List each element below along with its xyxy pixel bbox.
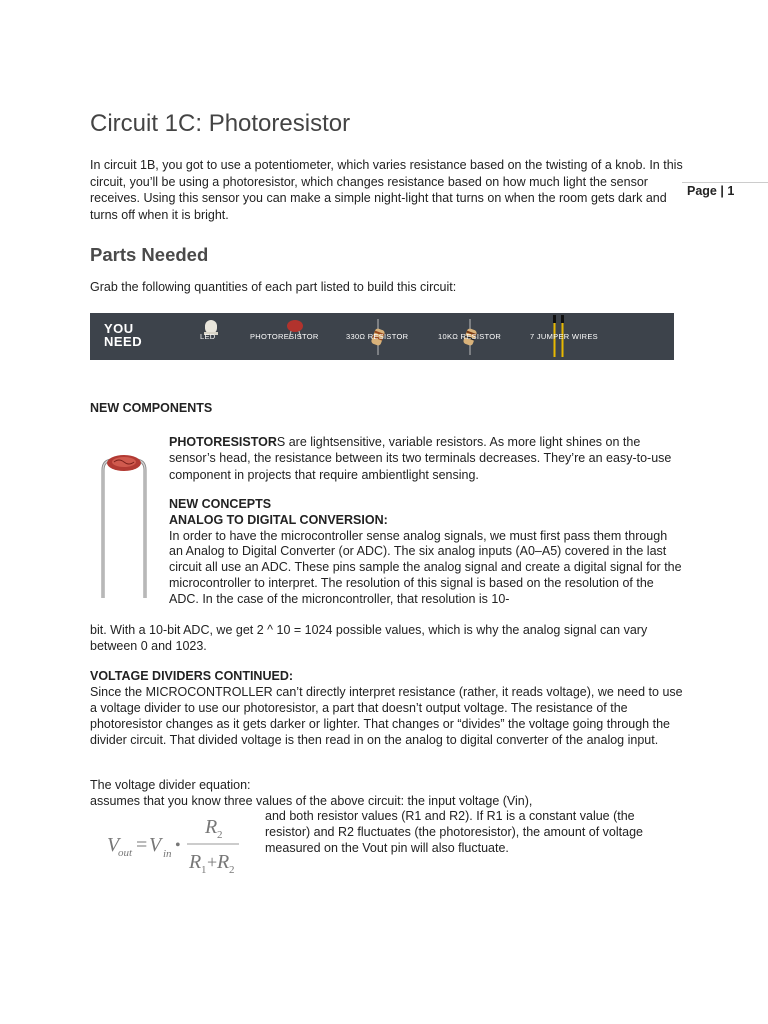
parts-instruction: Grab the following quantities of each part listed to build this circuit: (90, 280, 457, 294)
svg-text:V: V (149, 834, 162, 856)
svg-text:V: V (107, 834, 120, 856)
new-concepts-heading: NEW CONCEPTS (169, 497, 272, 511)
banner-item-10k-resistor: 10KΩ RESISTOR (438, 332, 502, 341)
equation-label: The voltage divider equation: (90, 778, 251, 792)
equation-intro (90, 778, 686, 810)
voltage-divider-formula (105, 813, 255, 879)
svg-text:2: 2 (217, 829, 223, 841)
svg-text:R: R (217, 851, 230, 873)
you-need-label: YOU NEED (104, 321, 143, 349)
adc-continued-paragraph: bit. With a 10-bit ADC, we get 2 ^ 10 = 1024 possible values, which is why the analog signal can vary between 0 and 1023. (90, 623, 648, 653)
equation-side-text: and both resistor values (R1 and R2). If R1 is a constant value (the resistor) and R2 fluctuates (the photoresistor), the amount of voltage measured on the Vout pin will also fluctuate. (265, 809, 643, 855)
svg-text:R: R (205, 816, 218, 838)
photoresistor-illustration (93, 448, 155, 598)
page-title: Circuit 1C: Photoresistor (90, 110, 351, 137)
new-components-heading: NEW COMPONENTS (90, 401, 213, 415)
voltage-dividers-paragraph: Since the MICROCONTROLLER can’t directly interpret resistance (rather, it reads voltage), we need to use a voltage divider to use our photoresistor, a part that doesn’t output voltage. The resistance of the photoresistor changes as it gets darker or lighter. That changes or “divides” the voltage going through the divider circuit. That divided voltage is then read in on the analog to digital converter of the analog input. (90, 685, 683, 747)
svg-text:=: = (136, 834, 148, 856)
voltage-dividers-heading: VOLTAGE DIVIDERS CONTINUED: (90, 669, 294, 683)
svg-text:in: in (163, 848, 172, 860)
intro-paragraph: In circuit 1B, you got to use a potentiometer, which varies resistance based on the twisting of a knob. In this circuit, you’ll be using a photoresistor, which changes resistance based on how much light the sensor receives. Using this sensor you can make a simple night-light that turns on when the room gets dark and turns off when it is bright. (90, 158, 683, 222)
photoresistor-description: PHOTORESISTORS are lightsensitive, variable resistors. As more light shines on the sensor’s head, the resistance between its two terminals decreases. They’re an easy-to-use component in projects that require ambientlight sensing. (169, 435, 672, 482)
new-concepts-section (169, 497, 682, 608)
adc-paragraph: In order to have the microcontroller sense analog signals, we must first pass them through an Analog to Digital Converter (or ADC). The six analog inputs (A0–A5) covered in the last circuit all use an ADC. These pins sample the analog signal and create a digital signal for the microcontroller to interpret. The resolution of this signal is based on the resolution of the ADC. In the case of the microncontroller, that resolution is 10- (169, 528, 682, 606)
svg-text:1: 1 (201, 864, 207, 876)
svg-text:•: • (175, 837, 181, 854)
banner-item-photoresistor: PHOTORESISTOR (250, 332, 319, 341)
svg-text:R: R (189, 851, 202, 873)
voltage-dividers-section (90, 668, 686, 748)
page-number: Page | 1 (687, 184, 735, 198)
banner-item-led: LED (200, 332, 216, 341)
page-number-divider (682, 182, 768, 183)
you-need-banner (90, 313, 674, 360)
banner-item-jumper-wires: 7 JUMPER WIRES (530, 332, 598, 341)
parts-needed-heading: Parts Needed (90, 244, 209, 265)
svg-text:2: 2 (229, 864, 235, 876)
equation-assumes: assumes that you know three values of the above circuit: the input voltage (Vin), (90, 793, 533, 808)
adc-heading: ANALOG TO DIGITAL CONVERSION: (169, 512, 388, 527)
svg-text:out: out (118, 847, 133, 859)
svg-text:+: + (207, 852, 218, 872)
banner-item-330-resistor: 330Ω RESISTOR (346, 332, 409, 341)
